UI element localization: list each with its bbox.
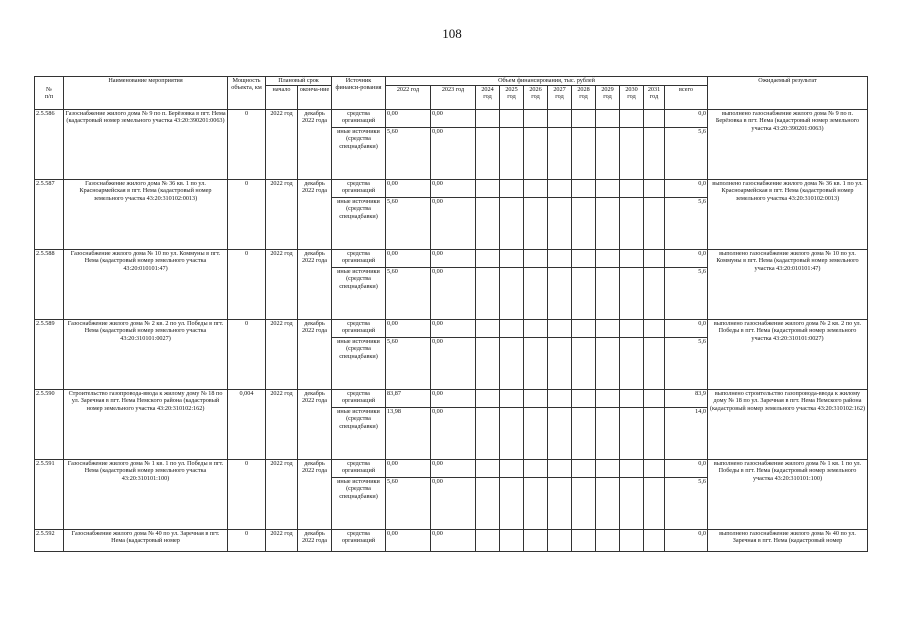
row-source: средства организаций	[332, 320, 386, 338]
row-total: 0,0	[665, 180, 708, 198]
row-number: 2.5.587	[35, 180, 64, 250]
row-result: выполнено газоснабжение жилого дома № 2 кв. 2 по ул. Победы в пгт. Нема (кадастровый номер земельного участка 43:20:310101:0027)	[708, 320, 868, 390]
row-value-2022: 5,60	[386, 268, 431, 320]
row-name: Газоснабжение жилого дома № 1 кв. 1 по ул. Победы в пгт. Нема (кадастровый номер земельного участка 43:20:310101:100)	[64, 460, 228, 530]
empty-cell	[572, 478, 596, 530]
row-value-2023: 0,00	[431, 198, 476, 250]
row-total: 83,9	[665, 390, 708, 408]
row-result: выполнено газоснабжение жилого дома № 40 по ул. Заречная в пгт. Нема (кадастровый номер	[708, 530, 868, 552]
row-source: средства организаций	[332, 530, 386, 552]
empty-cell	[596, 180, 620, 198]
row-end: декабрь 2022 года	[298, 390, 332, 460]
row-value-2022: 5,60	[386, 338, 431, 390]
row-start: 2022 год	[266, 320, 298, 390]
empty-cell	[596, 110, 620, 128]
row-value-2023: 0,00	[431, 128, 476, 180]
row-source: иные источники (средства спецнадбавки)	[332, 478, 386, 530]
header-name: Наименование мероприятия	[64, 77, 228, 110]
empty-cell	[500, 180, 524, 198]
empty-cell	[524, 180, 548, 198]
empty-cell	[524, 128, 548, 180]
empty-cell	[524, 478, 548, 530]
empty-cell	[572, 408, 596, 460]
empty-cell	[572, 128, 596, 180]
row-number: 2.5.588	[35, 250, 64, 320]
empty-cell	[500, 110, 524, 128]
row-start: 2022 год	[266, 390, 298, 460]
empty-cell	[548, 128, 572, 180]
empty-cell	[596, 390, 620, 408]
row-source: средства организаций	[332, 250, 386, 268]
empty-cell	[620, 320, 644, 338]
empty-cell	[572, 320, 596, 338]
empty-cell	[476, 110, 500, 128]
row-value-2023: 0,00	[431, 408, 476, 460]
row-name: Газоснабжение жилого дома № 36 кв. 1 по ул. Красноармейская в пгт. Нема (кадастровый номер земельного участка 43:20:310102:0013)	[64, 180, 228, 250]
empty-cell	[644, 198, 665, 250]
empty-cell	[524, 460, 548, 478]
row-power: 0	[228, 460, 266, 530]
row-value-2022: 0,00	[386, 250, 431, 268]
table-row	[35, 390, 868, 408]
empty-cell	[524, 338, 548, 390]
header-source: Источник финанси-рования	[332, 77, 386, 110]
row-total: 14,0	[665, 408, 708, 460]
header-plan-end: оконча-ние	[298, 86, 332, 110]
empty-cell	[500, 128, 524, 180]
row-value-2023: 0,00	[431, 460, 476, 478]
empty-cell	[548, 390, 572, 408]
row-value-2022: 0,00	[386, 530, 431, 552]
row-result: выполнено газоснабжение жилого дома № 9 по п. Берёзовка в пгт. Нема (кадастровый номер земельного участка 43:20:390201:0063)	[708, 110, 868, 180]
row-name: Газоснабжение жилого дома № 2 кв. 2 по ул. Победы в пгт. Нема (кадастровый номер земельного участка 43:20:310101:0027)	[64, 320, 228, 390]
row-number: 2.5.586	[35, 110, 64, 180]
row-power: 0	[228, 250, 266, 320]
row-name: Строительство газопровода-ввода к жилому дому № 18 по ул. Заречная в пгт. Нема Немского района (кадастровый номер земельного участка 43:20:310102:162)	[64, 390, 228, 460]
empty-cell	[476, 478, 500, 530]
empty-cell	[500, 268, 524, 320]
empty-cell	[620, 530, 644, 552]
empty-cell	[476, 268, 500, 320]
row-start: 2022 год	[266, 180, 298, 250]
header-total: всего	[665, 86, 708, 110]
header-year: 2026 год	[524, 86, 548, 110]
empty-cell	[524, 390, 548, 408]
empty-cell	[524, 110, 548, 128]
header-year: 2029 год	[596, 86, 620, 110]
empty-cell	[500, 250, 524, 268]
header-plan-start: начало	[266, 86, 298, 110]
row-source: средства организаций	[332, 390, 386, 408]
page-number: 108	[442, 26, 462, 41]
empty-cell	[620, 128, 644, 180]
empty-cell	[596, 268, 620, 320]
empty-cell	[476, 250, 500, 268]
row-value-2022: 0,00	[386, 460, 431, 478]
row-total: 0,0	[665, 110, 708, 128]
table-row	[35, 460, 868, 478]
row-source: иные источники (средства спецнадбавки)	[332, 408, 386, 460]
empty-cell	[644, 390, 665, 408]
empty-cell	[620, 198, 644, 250]
row-total: 5,6	[665, 268, 708, 320]
empty-cell	[548, 460, 572, 478]
empty-cell	[644, 250, 665, 268]
row-name: Газоснабжение жилого дома № 40 по ул. Заречная в пгт. Нема (кадастровый номер	[64, 530, 228, 552]
empty-cell	[572, 338, 596, 390]
row-value-2022: 0,00	[386, 180, 431, 198]
empty-cell	[524, 408, 548, 460]
row-value-2023: 0,00	[431, 180, 476, 198]
row-power: 0	[228, 180, 266, 250]
empty-cell	[644, 180, 665, 198]
empty-cell	[644, 530, 665, 552]
row-end: декабрь 2022 года	[298, 460, 332, 530]
table-row	[35, 110, 868, 128]
empty-cell	[524, 198, 548, 250]
row-start: 2022 год	[266, 250, 298, 320]
empty-cell	[596, 250, 620, 268]
row-total: 0,0	[665, 530, 708, 552]
empty-cell	[572, 530, 596, 552]
empty-cell	[500, 390, 524, 408]
empty-cell	[572, 110, 596, 128]
table-row	[35, 530, 868, 552]
financing-table	[34, 76, 868, 552]
row-value-2023: 0,00	[431, 478, 476, 530]
header-year: 2023 год	[431, 86, 476, 110]
empty-cell	[644, 110, 665, 128]
empty-cell	[620, 110, 644, 128]
row-end: декабрь 2022 года	[298, 530, 332, 552]
row-value-2023: 0,00	[431, 530, 476, 552]
header-year: 2025 год	[500, 86, 524, 110]
row-result: выполнено газоснабжение жилого дома № 1 кв. 1 по ул. Победы в пгт. Нема (кадастровый номер земельного участка 43:20:310101:100)	[708, 460, 868, 530]
empty-cell	[476, 198, 500, 250]
empty-cell	[644, 460, 665, 478]
row-power: 0,004	[228, 390, 266, 460]
empty-cell	[500, 408, 524, 460]
empty-cell	[500, 460, 524, 478]
header-year: 2028 год	[572, 86, 596, 110]
table-row	[35, 250, 868, 268]
empty-cell	[620, 390, 644, 408]
empty-cell	[548, 320, 572, 338]
empty-cell	[620, 250, 644, 268]
row-start: 2022 год	[266, 530, 298, 552]
empty-cell	[644, 128, 665, 180]
header-year: 2022 год	[386, 86, 431, 110]
empty-cell	[644, 268, 665, 320]
empty-cell	[644, 320, 665, 338]
row-total: 5,6	[665, 128, 708, 180]
empty-cell	[500, 198, 524, 250]
empty-cell	[572, 460, 596, 478]
empty-cell	[620, 180, 644, 198]
empty-cell	[572, 268, 596, 320]
row-source: средства организаций	[332, 110, 386, 128]
empty-cell	[596, 198, 620, 250]
empty-cell	[548, 180, 572, 198]
row-start: 2022 год	[266, 110, 298, 180]
row-number: 2.5.591	[35, 460, 64, 530]
empty-cell	[548, 268, 572, 320]
header-volume: Объем финансирования, тыс. рублей	[386, 77, 708, 86]
row-end: декабрь 2022 года	[298, 320, 332, 390]
empty-cell	[596, 460, 620, 478]
row-value-2022: 0,00	[386, 320, 431, 338]
table-row	[35, 180, 868, 198]
row-number: 2.5.590	[35, 390, 64, 460]
empty-cell	[548, 110, 572, 128]
row-total: 0,0	[665, 250, 708, 268]
empty-cell	[476, 128, 500, 180]
empty-cell	[476, 320, 500, 338]
row-total: 5,6	[665, 478, 708, 530]
empty-cell	[476, 390, 500, 408]
row-power: 0	[228, 530, 266, 552]
row-source: иные источники (средства спецнадбавки)	[332, 128, 386, 180]
empty-cell	[596, 338, 620, 390]
row-value-2023: 0,00	[431, 390, 476, 408]
empty-cell	[572, 180, 596, 198]
empty-cell	[500, 338, 524, 390]
empty-cell	[596, 320, 620, 338]
row-source: средства организаций	[332, 460, 386, 478]
empty-cell	[596, 408, 620, 460]
row-value-2023: 0,00	[431, 320, 476, 338]
header-year: 2024 год	[476, 86, 500, 110]
header-year: 2030 год	[620, 86, 644, 110]
row-result: выполнено газоснабжение жилого дома № 36 кв. 1 по ул. Красноармейская в пгт. Нема (кадастровый номер земельного участка 43:20:310102:0013)	[708, 180, 868, 250]
row-source: иные источники (средства спецнадбавки)	[332, 268, 386, 320]
empty-cell	[620, 478, 644, 530]
empty-cell	[476, 408, 500, 460]
row-value-2023: 0,00	[431, 268, 476, 320]
empty-cell	[548, 408, 572, 460]
empty-cell	[620, 338, 644, 390]
empty-cell	[620, 408, 644, 460]
empty-cell	[476, 338, 500, 390]
row-total: 0,0	[665, 320, 708, 338]
row-value-2023: 0,00	[431, 110, 476, 128]
row-result: выполнено строительство газопровода-ввода к жилому дому № 18 по ул. Заречная в пгт. Нема Немского района (кадастровый номер земельного участка 43:20:310102:162)	[708, 390, 868, 460]
empty-cell	[620, 268, 644, 320]
empty-cell	[596, 478, 620, 530]
row-result: выполнено газоснабжение жилого дома № 10 по ул. Коммуны в пгт. Нема (кадастровый номер земельного участка 43:20:010101:47)	[708, 250, 868, 320]
row-source: иные источники (средства спецнадбавки)	[332, 198, 386, 250]
row-source: иные источники (средства спецнадбавки)	[332, 338, 386, 390]
row-name: Газоснабжение жилого дома № 10 по ул. Коммуны в пгт. Нема (кадастровый номер земельного участка 43:20:010101:47)	[64, 250, 228, 320]
empty-cell	[500, 478, 524, 530]
empty-cell	[548, 530, 572, 552]
row-value-2022: 5,60	[386, 478, 431, 530]
row-value-2023: 0,00	[431, 250, 476, 268]
empty-cell	[596, 530, 620, 552]
table-row	[35, 320, 868, 338]
empty-cell	[572, 198, 596, 250]
row-number: 2.5.592	[35, 530, 64, 552]
row-value-2022: 5,60	[386, 128, 431, 180]
header-plan: Плановый срок	[266, 77, 332, 86]
empty-cell	[548, 198, 572, 250]
empty-cell	[476, 180, 500, 198]
row-end: декабрь 2022 года	[298, 250, 332, 320]
empty-cell	[500, 530, 524, 552]
empty-cell	[548, 478, 572, 530]
empty-cell	[524, 530, 548, 552]
empty-cell	[476, 530, 500, 552]
row-value-2022: 13,98	[386, 408, 431, 460]
empty-cell	[644, 338, 665, 390]
row-name: Газоснабжение жилого дома № 9 по п. Берёзовка в пгт. Нема (кадастровый номер земельного участка 43:20:390201:0063)	[64, 110, 228, 180]
empty-cell	[620, 460, 644, 478]
empty-cell	[572, 250, 596, 268]
empty-cell	[644, 408, 665, 460]
row-total: 5,6	[665, 198, 708, 250]
header-year: 2031 год	[644, 86, 665, 110]
empty-cell	[572, 390, 596, 408]
header-no: № п/п	[35, 77, 64, 110]
empty-cell	[476, 460, 500, 478]
row-power: 0	[228, 110, 266, 180]
row-power: 0	[228, 320, 266, 390]
row-source: средства организаций	[332, 180, 386, 198]
empty-cell	[548, 338, 572, 390]
empty-cell	[548, 250, 572, 268]
row-end: декабрь 2022 года	[298, 110, 332, 180]
header-year: 2027 год	[548, 86, 572, 110]
empty-cell	[524, 250, 548, 268]
header-power: Мощность объекта, км	[228, 77, 266, 110]
header-result: Ожидаемый результат	[708, 77, 868, 110]
row-value-2023: 0,00	[431, 338, 476, 390]
row-value-2022: 0,00	[386, 110, 431, 128]
row-total: 5,6	[665, 338, 708, 390]
empty-cell	[500, 320, 524, 338]
row-start: 2022 год	[266, 460, 298, 530]
row-value-2022: 83,87	[386, 390, 431, 408]
row-end: декабрь 2022 года	[298, 180, 332, 250]
empty-cell	[596, 128, 620, 180]
row-value-2022: 5,60	[386, 198, 431, 250]
empty-cell	[644, 478, 665, 530]
row-number: 2.5.589	[35, 320, 64, 390]
empty-cell	[524, 268, 548, 320]
empty-cell	[524, 320, 548, 338]
row-total: 0,0	[665, 460, 708, 478]
